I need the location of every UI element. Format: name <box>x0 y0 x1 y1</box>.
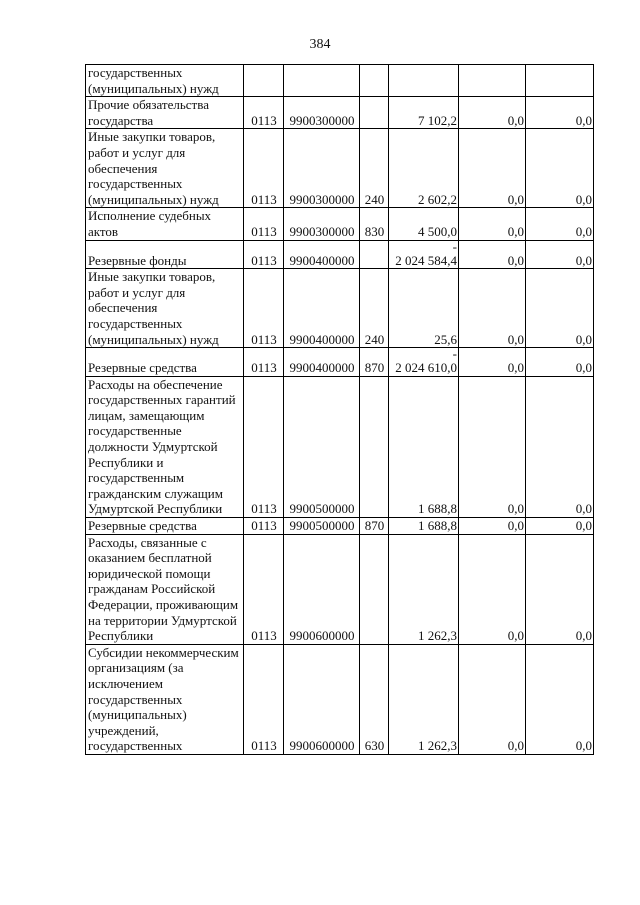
amount-cell <box>389 534 459 644</box>
amount-year-2: 0,0 <box>507 518 524 534</box>
expense-type-cell <box>360 534 389 644</box>
amount: 1 262,3 <box>418 738 457 754</box>
amount-year-2-cell <box>459 65 526 97</box>
amount-cell <box>389 518 459 535</box>
amount-year-3: 0,0 <box>575 360 592 376</box>
amount-year-3-cell <box>526 240 594 269</box>
section-code-cell <box>244 129 284 208</box>
amount-year-3-cell <box>526 518 594 535</box>
section-code: 0113 <box>251 252 277 268</box>
amount-cell <box>389 97 459 129</box>
target-code: 9900300000 <box>289 112 355 128</box>
amount: 25,6 <box>434 331 457 347</box>
amount-year-3: 0,0 <box>575 518 592 534</box>
table-row <box>86 129 594 208</box>
section-code: 0113 <box>251 191 277 207</box>
row-name: Исполнение судебных актов <box>88 208 212 239</box>
section-code-cell <box>244 348 284 377</box>
budget-table <box>85 64 594 755</box>
target-code: 9900500000 <box>289 501 355 517</box>
amount-year-3-cell <box>526 65 594 97</box>
amount-year-3: 0,0 <box>575 191 592 207</box>
table-row <box>86 376 594 517</box>
table-row <box>86 97 594 129</box>
amount: 2 024 584,4 <box>395 252 457 268</box>
section-code: 0113 <box>251 360 277 376</box>
target-code-cell <box>284 376 360 517</box>
table-row <box>86 269 594 348</box>
amount-sign: - <box>452 240 457 254</box>
row-name: Иные закупки товаров, работ и услуг для обеспечения государственных (муниципальных) нужд <box>88 269 219 347</box>
section-code-cell <box>244 65 284 97</box>
expense-type: 240 <box>364 191 385 207</box>
amount-year-2: 0,0 <box>507 501 524 517</box>
amount-cell <box>389 269 459 348</box>
table-row <box>86 65 594 97</box>
table-row <box>86 240 594 269</box>
amount-cell <box>389 208 459 240</box>
amount-year-3-cell <box>526 269 594 348</box>
expense-type-cell <box>360 240 389 269</box>
target-code-cell <box>284 518 360 535</box>
row-name: Расходы, связанные с оказанием бесплатной юридической помощи гражданам Российской Федерации, проживающим на территории Удмуртской Республики <box>88 534 239 644</box>
amount-year-2-cell <box>459 269 526 348</box>
amount-year-2-cell <box>459 208 526 240</box>
amount: 1 688,8 <box>418 518 457 534</box>
amount-year-2-cell <box>459 129 526 208</box>
target-code: 9900300000 <box>289 191 355 207</box>
table-row <box>86 644 594 754</box>
amount-cell <box>389 240 459 269</box>
row-name-cell <box>86 348 244 377</box>
row-name: Прочие обязательства государства <box>88 97 209 128</box>
expense-type-cell <box>360 376 389 517</box>
section-code: 0113 <box>251 223 277 239</box>
amount-year-3: 0,0 <box>575 628 592 644</box>
expense-type-cell <box>360 208 389 240</box>
section-code-cell <box>244 534 284 644</box>
row-name: Резервные фонды <box>88 252 187 268</box>
section-code: 0113 <box>251 112 277 128</box>
section-code-cell <box>244 208 284 240</box>
expense-type: 630 <box>364 738 385 754</box>
row-name: Иные закупки товаров, работ и услуг для обеспечения государственных (муниципальных) нужд <box>88 129 219 207</box>
amount: 2 602,2 <box>418 191 457 207</box>
row-name: государственных (муниципальных) нужд <box>88 65 219 96</box>
amount-year-3: 0,0 <box>575 501 592 517</box>
amount-year-2: 0,0 <box>507 331 524 347</box>
amount-year-3-cell <box>526 129 594 208</box>
target-code-cell <box>284 208 360 240</box>
row-name-cell <box>86 208 244 240</box>
expense-type: 870 <box>364 518 385 534</box>
amount-cell <box>389 129 459 208</box>
amount-year-3: 0,0 <box>575 112 592 128</box>
amount-year-2-cell <box>459 518 526 535</box>
amount-year-2: 0,0 <box>507 628 524 644</box>
target-code: 9900600000 <box>289 738 355 754</box>
amount-year-2-cell <box>459 534 526 644</box>
amount-year-2: 0,0 <box>507 360 524 376</box>
row-name-cell <box>86 644 244 754</box>
amount-year-2-cell <box>459 644 526 754</box>
section-code-cell <box>244 97 284 129</box>
row-name: Резервные средства <box>88 360 197 376</box>
amount-year-3-cell <box>526 97 594 129</box>
row-name-cell <box>86 518 244 535</box>
target-code: 9900500000 <box>289 518 355 534</box>
page-number: 384 <box>309 37 331 52</box>
row-name-cell <box>86 65 244 97</box>
target-code: 9900400000 <box>289 331 355 347</box>
section-code-cell <box>244 269 284 348</box>
amount-year-3-cell <box>526 376 594 517</box>
expense-type-cell <box>360 518 389 535</box>
amount-year-3: 0,0 <box>575 223 592 239</box>
amount-year-3-cell <box>526 348 594 377</box>
target-code: 9900400000 <box>289 252 355 268</box>
expense-type-cell <box>360 348 389 377</box>
section-code: 0113 <box>251 628 277 644</box>
amount-year-3-cell <box>526 534 594 644</box>
target-code-cell <box>284 348 360 377</box>
section-code: 0113 <box>251 501 277 517</box>
target-code: 9900400000 <box>289 360 355 376</box>
amount-sign: - <box>452 347 457 362</box>
row-name: Резервные средства <box>88 518 197 534</box>
target-code: 9900600000 <box>289 628 355 644</box>
amount-year-3: 0,0 <box>575 738 592 754</box>
amount: 1 262,3 <box>418 628 457 644</box>
expense-type: 870 <box>364 360 385 376</box>
amount: 7 102,2 <box>418 112 457 128</box>
row-name-cell <box>86 240 244 269</box>
row-name-cell <box>86 534 244 644</box>
amount: 4 500,0 <box>418 223 457 239</box>
amount-year-3: 0,0 <box>575 252 592 268</box>
amount-cell <box>389 348 459 377</box>
table-row <box>86 208 594 240</box>
target-code-cell <box>284 129 360 208</box>
amount-year-2: 0,0 <box>507 223 524 239</box>
amount: 2 024 610,0 <box>395 360 457 376</box>
row-name-cell <box>86 129 244 208</box>
row-name-cell <box>86 376 244 517</box>
table-row <box>86 518 594 535</box>
row-name: Расходы на обеспечение государственных гарантий лицам, замещающим государственные должности Удмуртской Республики и государственным гражданским служащим Удмуртской Республики <box>88 376 236 517</box>
target-code-cell <box>284 65 360 97</box>
amount-year-2: 0,0 <box>507 252 524 268</box>
expense-type: 830 <box>364 223 385 239</box>
expense-type-cell <box>360 129 389 208</box>
expense-type-cell <box>360 269 389 348</box>
row-name-cell <box>86 97 244 129</box>
amount-year-2-cell <box>459 240 526 269</box>
expense-type-cell <box>360 65 389 97</box>
expense-type-cell <box>360 644 389 754</box>
section-code-cell <box>244 240 284 269</box>
target-code-cell <box>284 269 360 348</box>
target-code-cell <box>284 240 360 269</box>
section-code: 0113 <box>251 738 277 754</box>
section-code-cell <box>244 644 284 754</box>
amount-year-2: 0,0 <box>507 112 524 128</box>
row-name: Субсидии некоммерческим организациям (за исключением государственных (муниципальных) учреждений, государственных <box>88 644 239 754</box>
target-code: 9900300000 <box>289 223 355 239</box>
amount-cell <box>389 376 459 517</box>
amount-year-3-cell <box>526 644 594 754</box>
expense-type: 240 <box>364 331 385 347</box>
amount-year-2: 0,0 <box>507 738 524 754</box>
section-code: 0113 <box>251 518 277 534</box>
target-code-cell <box>284 534 360 644</box>
table-row <box>86 348 594 377</box>
amount-year-2-cell <box>459 376 526 517</box>
amount-year-2-cell <box>459 97 526 129</box>
amount-year-2-cell <box>459 348 526 377</box>
amount-year-2: 0,0 <box>507 191 524 207</box>
amount-cell <box>389 644 459 754</box>
amount-year-3-cell <box>526 208 594 240</box>
section-code-cell <box>244 376 284 517</box>
expense-type-cell <box>360 97 389 129</box>
row-name-cell <box>86 269 244 348</box>
section-code: 0113 <box>251 331 277 347</box>
table-row <box>86 534 594 644</box>
section-code-cell <box>244 518 284 535</box>
amount-cell <box>389 65 459 97</box>
amount: 1 688,8 <box>418 501 457 517</box>
target-code-cell <box>284 97 360 129</box>
amount-year-3: 0,0 <box>575 331 592 347</box>
target-code-cell <box>284 644 360 754</box>
